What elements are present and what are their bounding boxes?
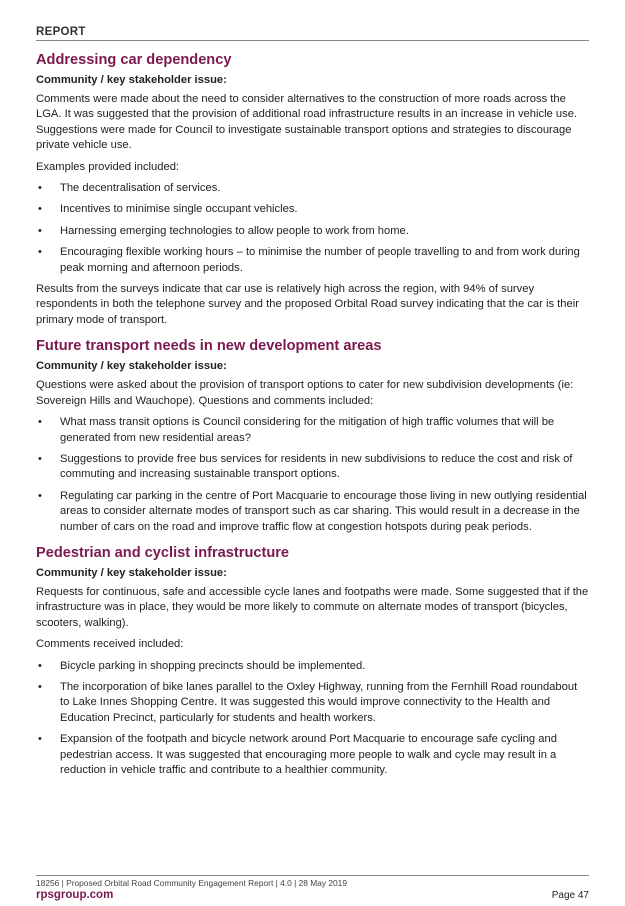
header-title: REPORT — [36, 26, 86, 38]
list-item — [36, 659, 589, 674]
section-pedestrian-cyclist — [36, 545, 589, 778]
footer-website-link[interactable]: rpsgroup.com — [36, 889, 114, 901]
list-item — [36, 415, 589, 446]
list-item — [36, 181, 589, 196]
bullet-icon: • — [38, 182, 42, 195]
list-item — [36, 452, 589, 483]
section-outro: Results from the surveys indicate that car use is relatively high across the region, with 94% of survey respondents in both the telephone survey and the proposed Orbital Road survey indicating that the car is their primary mode of transport. — [36, 283, 579, 326]
list-item-text: Bicycle parking in shopping precincts should be implemented. — [60, 659, 366, 672]
list-item — [36, 732, 589, 778]
bullet-icon: • — [38, 733, 42, 746]
page-number: Page 47 — [551, 890, 589, 901]
bullet-icon: • — [38, 452, 42, 465]
bullet-icon: • — [38, 224, 42, 237]
list-item — [36, 224, 589, 239]
section-heading: Pedestrian and cyclist infrastructure — [36, 544, 290, 561]
list-item-text: Regulating car parking in the centre of Port Macquarie to encourage those living in new outlying residential areas to consider alternate modes of transport such as car sharing. This would result in a decrease in the number of cars on the road and improve traffic flow at congestion hotspots during peak periods. — [60, 489, 587, 533]
bullet-icon: • — [38, 489, 42, 502]
bullet-icon: • — [38, 203, 42, 216]
bullet-icon: • — [38, 416, 42, 429]
bullet-list — [36, 181, 589, 276]
section-heading: Addressing car dependency — [36, 52, 232, 68]
section-intro: Comments were made about the need to consider alternatives to the construction of more roads across the LGA. It was suggested that the provision of additional road infrastructure results in an increase in vehicle use. Suggestions were made for Council to investigate sustainable transport options and strategies to discourage private vehicle use. — [36, 93, 578, 152]
list-item — [36, 202, 589, 217]
bullet-list — [36, 415, 589, 535]
list-intro: Comments received included: — [36, 638, 184, 651]
list-item — [36, 245, 589, 276]
list-item — [36, 680, 589, 726]
list-item-text: Suggestions to provide free bus services for residents in new subdivisions to reduce the cost and risk of commuting and increasing sustainable transport options. — [60, 452, 573, 481]
list-item-text: Expansion of the footpath and bicycle network around Port Macquarie to encourage safe cycling and pedestrian access. It was suggested that encouraging more people to walk and cycle may result in a reduction in vehicle traffic and contribute to a healthier community. — [60, 733, 557, 776]
section-car-dependency — [36, 52, 589, 328]
section-heading: Future transport needs in new development areas — [36, 338, 382, 355]
list-item-text: The decentralisation of services. — [60, 182, 221, 195]
list-item — [36, 489, 589, 535]
report-content — [36, 52, 589, 788]
footer-meta: 18256 | Proposed Orbital Road Community Engagement Report | 4.0 | 28 May 2019 — [36, 878, 347, 888]
header-divider — [36, 40, 589, 41]
bullet-icon: • — [38, 680, 42, 693]
footer-divider — [36, 875, 589, 876]
list-item-text: Encouraging flexible working hours – to minimise the number of people travelling to and from work during peak morning and afternoon periods. — [60, 246, 580, 274]
list-item-text: The incorporation of bike lanes parallel to the Oxley Highway, running from the Fernhill Road roundabout to Lake Innes Shopping Centre. It was suggested this would improve connectivity to the Health and Education Precinct, particularly for students and health workers. — [60, 680, 578, 724]
list-item-text: What mass transit options is Council considering for the mitigation of high traffic volumes that will be generated from new residential areas? — [60, 416, 555, 444]
list-intro: Examples provided included: — [36, 160, 180, 173]
bullet-icon: • — [38, 659, 42, 672]
section-intro: Requests for continuous, safe and accessible cycle lanes and footpaths were made. Some suggested that if the infrastructure was in place, they would be more likely to commute on alternate modes of transport (bicycles, scooters, walking). — [36, 585, 589, 629]
section-subheading: Community / key stakeholder issue: — [36, 74, 227, 86]
bullet-list — [36, 659, 589, 779]
section-subheading: Community / key stakeholder issue: — [36, 566, 227, 579]
section-intro: Questions were asked about the provision of transport options to cater for new subdivision developments (ie: Sovereign Hills and Wauchope). Questions and comments included: — [36, 379, 574, 407]
bullet-icon: • — [38, 246, 42, 259]
section-future-transport — [36, 338, 589, 535]
list-item-text: Incentives to minimise single occupant vehicles. — [60, 203, 298, 216]
section-subheading: Community / key stakeholder issue: — [36, 360, 227, 373]
list-item-text: Harnessing emerging technologies to allow people to work from home. — [60, 224, 409, 237]
